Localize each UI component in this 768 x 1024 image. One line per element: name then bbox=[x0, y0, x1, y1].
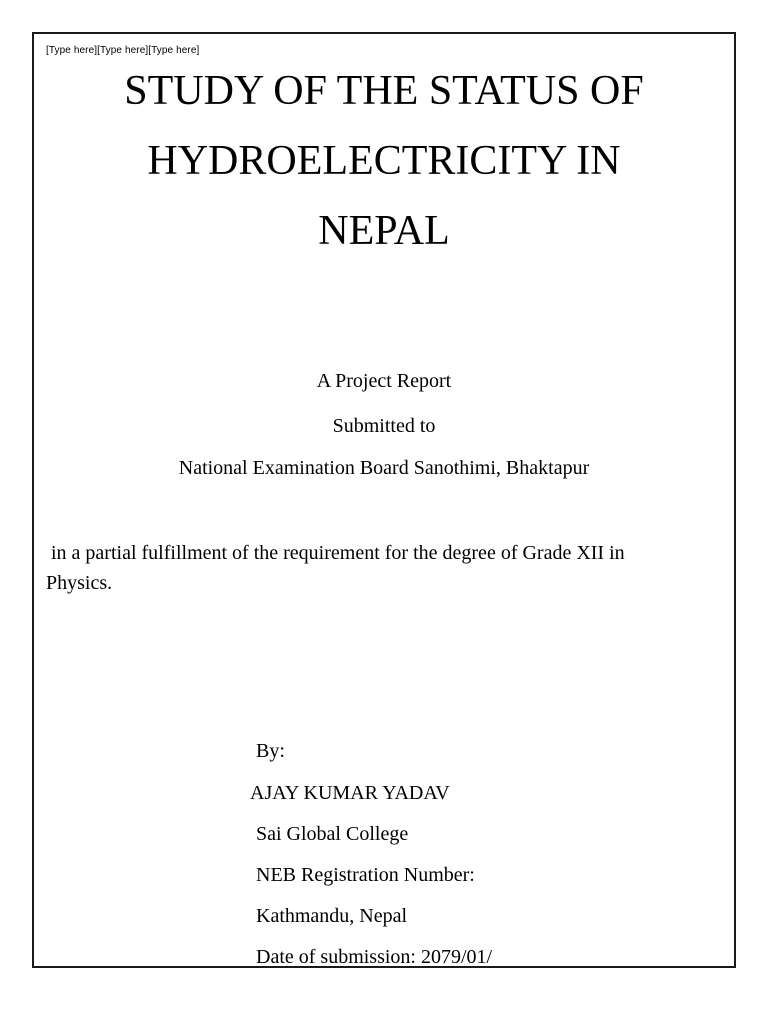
author-name: AJAY KUMAR YADAV bbox=[250, 782, 450, 804]
board-name: National Examination Board Sanothimi, Bhaktapur bbox=[178, 457, 590, 479]
by-label: By: bbox=[256, 740, 285, 762]
header-placeholder[interactable]: [Type here][Type here][Type here] bbox=[46, 45, 200, 56]
submission-date: Date of submission: 2079/01/ bbox=[256, 946, 493, 968]
title-line-2: HYDROELECTRICITY IN bbox=[147, 138, 621, 184]
title-line-1: STUDY OF THE STATUS OF bbox=[124, 68, 644, 114]
title-line-3: NEPAL bbox=[318, 208, 450, 254]
fulfillment-line-2: Physics. bbox=[46, 572, 113, 594]
submitted-to: Submitted to bbox=[332, 415, 436, 437]
fulfillment-line-1: in a partial fulfillment of the requirement for the degree of Grade XII in bbox=[46, 542, 625, 564]
report-title bbox=[34, 56, 734, 266]
registration-number: NEB Registration Number: bbox=[256, 864, 475, 886]
fulfillment-statement bbox=[46, 538, 726, 598]
location: Kathmandu, Nepal bbox=[256, 905, 408, 927]
report-type: A Project Report bbox=[316, 370, 452, 392]
college-name: Sai Global College bbox=[256, 823, 409, 845]
